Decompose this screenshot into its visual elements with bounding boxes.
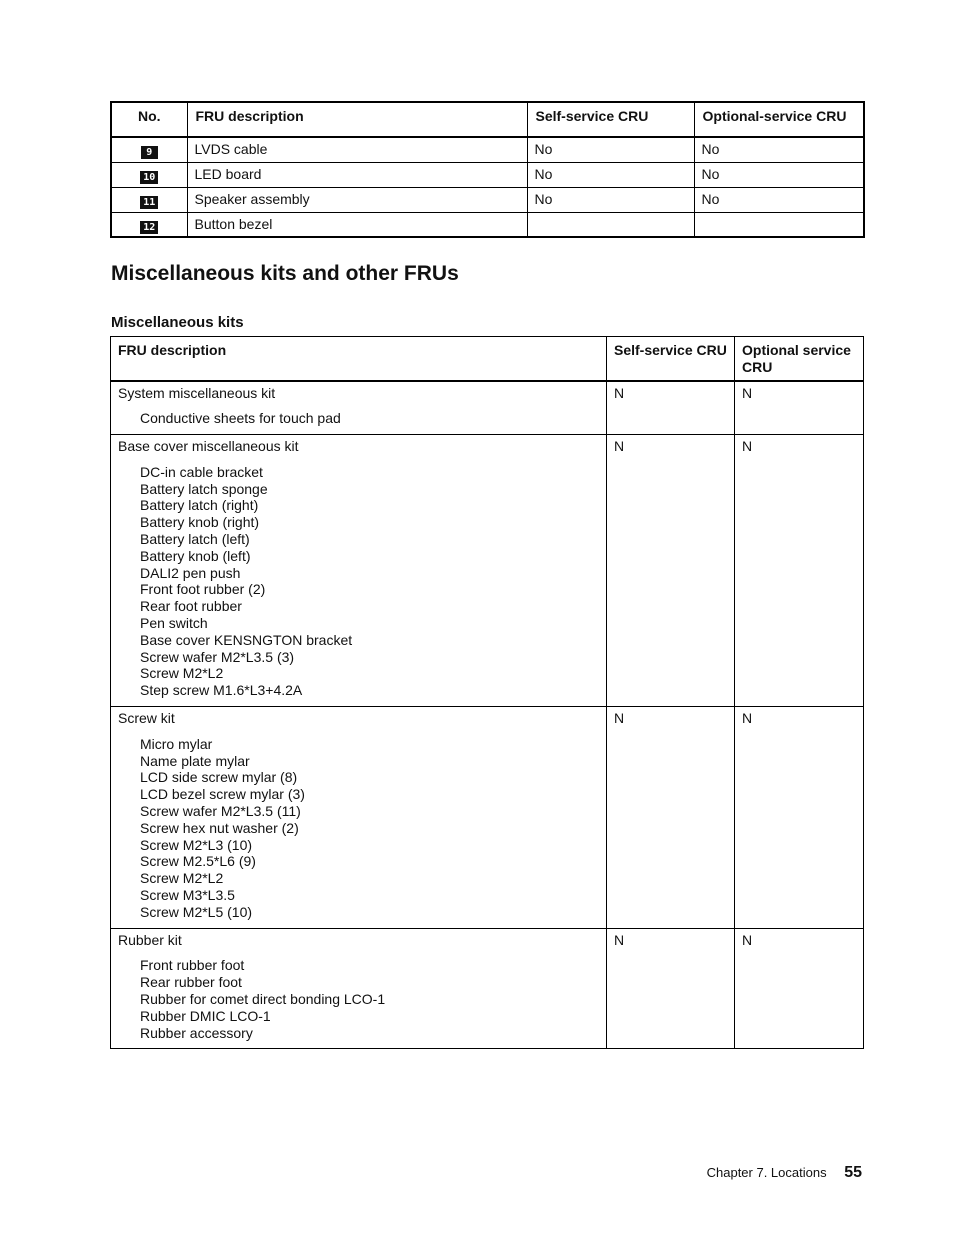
kit-name: Screw kit [118, 710, 175, 727]
optional-service-cell: No [694, 137, 864, 162]
kit-name: Rubber kit [118, 931, 182, 948]
kit-items-list [118, 736, 599, 921]
list-item: Front foot rubber (2) [140, 581, 266, 598]
fru-description-cell: LED board [187, 162, 527, 187]
list-item: Base cover KENSNGTON bracket [140, 631, 353, 648]
table-row [111, 187, 864, 212]
list-item: Battery knob (left) [140, 547, 251, 564]
list-item: Battery knob (right) [140, 514, 260, 531]
fru-description-cell: LVDS cable [187, 137, 527, 162]
fru-table [110, 101, 865, 238]
self-service-cell: N [607, 435, 735, 707]
optional-service-cell: N [735, 707, 864, 929]
list-item: Step screw M1.6*L3+4.2A [140, 682, 303, 699]
table-row [111, 381, 864, 435]
self-service-cell: N [607, 381, 735, 435]
header-no: No. [111, 102, 187, 137]
kit-description-cell [111, 707, 607, 929]
list-item: DC-in cable bracket [140, 463, 263, 480]
self-service-cell: N [607, 928, 735, 1049]
list-item: Screw M2.5*L6 (9) [140, 853, 256, 870]
self-service-cell: No [527, 137, 694, 162]
optional-service-cell: N [735, 381, 864, 435]
list-item: LCD bezel screw mylar (3) [140, 786, 305, 803]
fru-description-cell: Button bezel [187, 212, 527, 237]
list-item: Battery latch (right) [140, 497, 259, 514]
header-optional-service-cru: Optional service CRU [735, 337, 864, 381]
list-item: Battery latch (left) [140, 531, 250, 548]
list-item: Front rubber foot [140, 957, 245, 974]
table-row [111, 435, 864, 707]
list-item: Name plate mylar [140, 752, 250, 769]
page-footer [707, 1163, 862, 1183]
list-item: Rubber DMIC LCO-1 [140, 1007, 271, 1024]
kit-description-cell [111, 381, 607, 435]
row-number-cell [111, 212, 187, 237]
kit-items-list [118, 410, 599, 427]
number-badge: 11 [140, 196, 158, 209]
number-badge: 12 [140, 221, 158, 234]
page-number: 55 [844, 1164, 862, 1181]
chapter-label: Chapter 7. Locations [706, 1165, 827, 1180]
list-item: Rear rubber foot [140, 974, 242, 991]
kit-description-cell [111, 435, 607, 707]
subsection-title: Miscellaneous kits [111, 314, 244, 331]
list-item: Pen switch [140, 615, 208, 632]
list-item: Screw M2*L2 [140, 870, 224, 887]
kit-name: Base cover miscellaneous kit [118, 438, 299, 455]
table-row [111, 707, 864, 929]
list-item: Conductive sheets for touch pad [140, 410, 341, 427]
self-service-cell: N [607, 707, 735, 929]
list-item: Screw M2*L5 (10) [140, 903, 253, 920]
optional-service-cell: N [735, 435, 864, 707]
optional-service-cell [694, 212, 864, 237]
list-item: LCD side screw mylar (8) [140, 769, 298, 786]
table-row [111, 212, 864, 237]
self-service-cell: No [527, 187, 694, 212]
row-number-cell [111, 137, 187, 162]
list-item: Screw M3*L3.5 [140, 887, 235, 904]
header-self-service-cru: Self-service CRU [607, 337, 735, 381]
number-badge: 9 [141, 146, 158, 159]
list-item: Rubber accessory [140, 1024, 253, 1041]
list-item: Battery latch sponge [140, 480, 268, 497]
kit-description-cell [111, 928, 607, 1049]
kit-items-list [118, 957, 599, 1041]
fru-description-cell: Speaker assembly [187, 187, 527, 212]
kits-table-header-row [111, 337, 864, 381]
list-item: Screw hex nut washer (2) [140, 819, 299, 836]
table-row [111, 137, 864, 162]
kit-name: System miscellaneous kit [118, 384, 276, 401]
list-item: Screw wafer M2*L3.5 (11) [140, 803, 301, 820]
table-row [111, 928, 864, 1049]
optional-service-cell: N [735, 928, 864, 1049]
list-item: Micro mylar [140, 735, 213, 752]
header-fru-description: FRU description [111, 337, 607, 381]
list-item: Screw M2*L2 [140, 665, 224, 682]
number-badge: 10 [140, 171, 158, 184]
list-item: Screw M2*L3 (10) [140, 836, 253, 853]
table-row [111, 162, 864, 187]
row-number-cell [111, 162, 187, 187]
header-fru-description: FRU description [187, 102, 527, 137]
kit-items-list [118, 464, 599, 699]
list-item: Screw wafer M2*L3.5 (3) [140, 648, 295, 665]
optional-service-cell: No [694, 187, 864, 212]
list-item: Rear foot rubber [140, 598, 242, 615]
self-service-cell: No [527, 162, 694, 187]
header-self-service-cru: Self-service CRU [527, 102, 694, 137]
section-title: Miscellaneous kits and other FRUs [111, 262, 459, 285]
list-item: Rubber for comet direct bonding LCO-1 [140, 991, 386, 1007]
kits-table-body [111, 381, 864, 1049]
fru-table-header-row [111, 102, 864, 137]
misc-kits-table [110, 336, 864, 1049]
row-number-cell [111, 187, 187, 212]
optional-service-cell: No [694, 162, 864, 187]
list-item: DALI2 pen push [140, 564, 241, 581]
self-service-cell [527, 212, 694, 237]
header-optional-service-cru: Optional-service CRU [694, 102, 864, 137]
